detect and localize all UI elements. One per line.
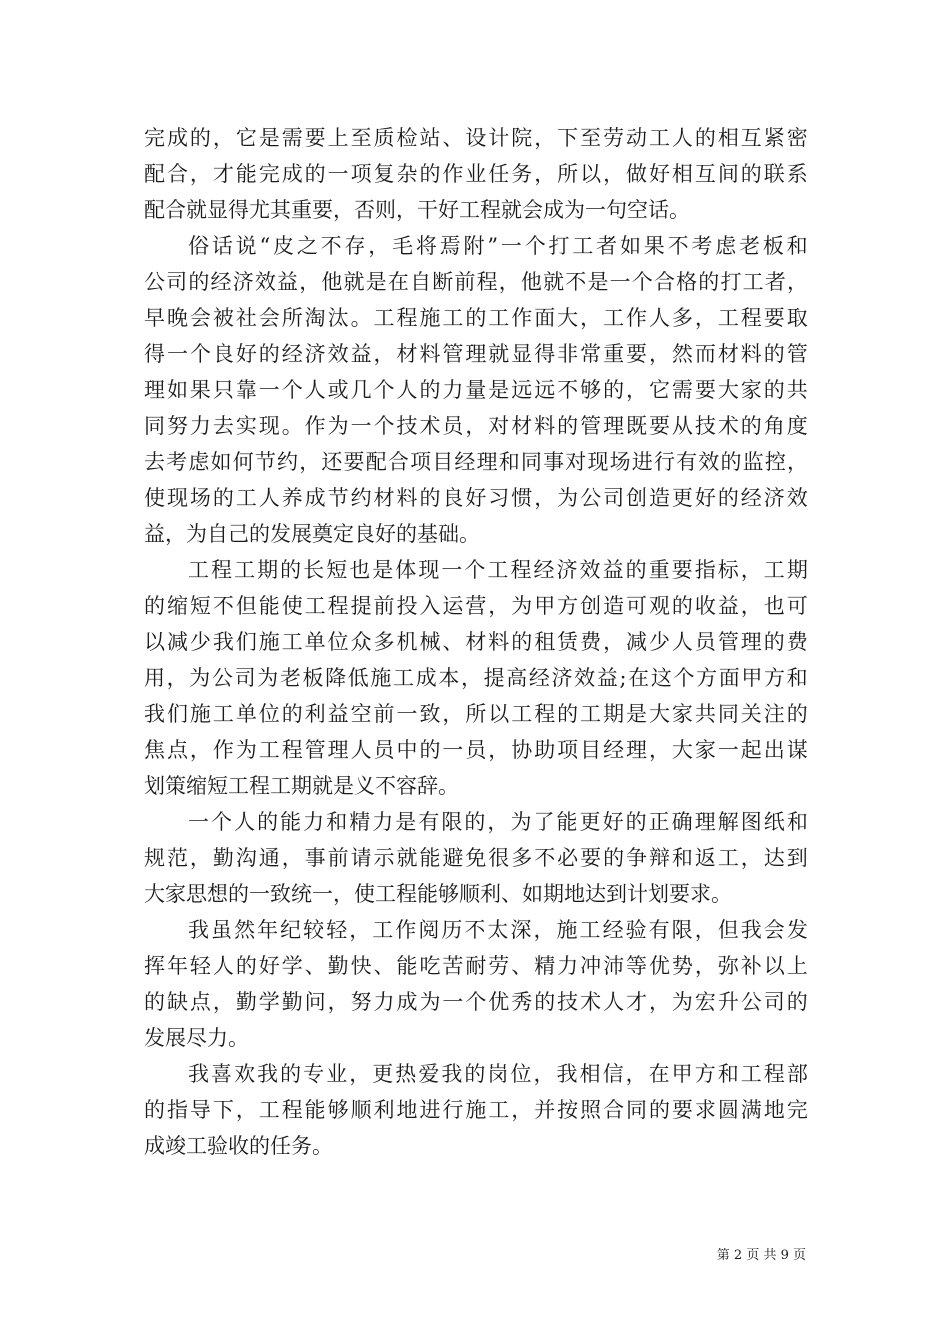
text-line: 益，为自己的发展奠定良好的基础。 — [144, 522, 480, 546]
text-line: 的 缺 点 ， 勤 学 勤 问 ， 努 力 成 为 一 个 优 秀 的 技 术 人 才 ， 为 宏 升 公 司 的 — [144, 990, 808, 1014]
text-line: 划策缩短工程工期就是义不容辞。 — [144, 774, 459, 798]
text-line: 我 喜 欢 我 的 专 业 ， 更 热 爱 我 的 岗 位 ， 我 相 信 ， 在 甲 方 和 工 程 部 — [188, 1062, 808, 1086]
text-line: 我 们 施 工 单 位 的 利 益 空 前 一 致 ， 所 以 工 程 的 工 期 是 大 家 共 同 关 注 的 — [144, 702, 808, 726]
text-line: 理 如 果 只 靠 一 个 人 或 几 个 人 的 力 量 是 远 远 不 够 的 ， 它 需 要 大 家 的 共 — [144, 378, 808, 402]
text-line: 得 一 个 良 好 的 经 济 效 益 ， 材 料 管 理 就 显 得 非 常 重 要 ， 然 而 材 料 的 管 — [144, 342, 808, 366]
text-line: 同 努 力 去 实 现 。 作 为 一 个 技 术 员 ， 对 材 料 的 管 理 既 要 从 技 术 的 角 度 — [144, 414, 808, 438]
text-line: 用 ， 为 公 司 为 老 板 降 低 施 工 成 本 ， 提 高 经 济 效 益 ; 在 这 个 方 面 甲 方 和 — [144, 666, 808, 690]
text-line: 工 程 工 期 的 长 短 也 是 体 现 一 个 工 程 经 济 效 益 的 重 要 指 标 ， 工 期 — [188, 558, 808, 582]
text-line: 完 成 的 ， 它 是 需 要 上 至 质 检 站 、 设 计 院 ， 下 至 劳 动 工 人 的 相 互 紧 密 — [144, 126, 808, 150]
text-line: 使 现 场 的 工 人 养 成 节 约 材 料 的 良 好 习 惯 ， 为 公 司 创 造 更 好 的 经 济 效 — [144, 486, 808, 510]
text-line: 配合就显得尤其重要，否则，干好工程就会成为一句空话。 — [144, 198, 690, 222]
text-line: 的 缩 短 不 但 能 使 工 程 提 前 投 入 运 营 ， 为 甲 方 创 造 可 观 的 收 益 ， 也 可 — [144, 594, 808, 618]
text-line: 配 合 ， 才 能 完 成 的 一 项 复 杂 的 作 业 任 务 ， 所 以 ， 做 好 相 互 间 的 联 系 — [144, 162, 808, 186]
text-line: 焦 点 ， 作 为 工 程 管 理 人 员 中 的 一 员 ， 协 助 项 目 经 理 ， 大 家 一 起 出 谋 — [144, 738, 808, 762]
text-line: 发展尽力。 — [144, 1026, 249, 1050]
page-number: 第 2 页 共 9 页 — [716, 1248, 806, 1263]
text-line: 成竣工验收的任务。 — [144, 1134, 333, 1158]
text-line: 去 考 虑 如 何 节 约 ， 还 要 配 合 项 目 经 理 和 同 事 对 现 场 进 行 有 效 的 监 控 ， — [144, 450, 808, 474]
text-line: 规 范 ， 勤 沟 通 ， 事 前 请 示 就 能 避 免 很 多 不 必 要 的 争 辩 和 返 工 ， 达 到 — [144, 846, 808, 870]
text-line: 俗 话 说 “ 皮 之 不 存 ， 毛 将 焉 附 ” 一 个 打 工 者 如 果 不 考 虑 老 板 和 — [188, 234, 808, 258]
text-line: 挥 年 轻 人 的 好 学 、 勤 快 、 能 吃 苦 耐 劳 、 精 力 冲 沛 等 优 势 ， 弥 补 以 上 — [144, 954, 808, 978]
text-line: 以 减 少 我 们 施 工 单 位 众 多 机 械 、 材 料 的 租 赁 费 ， 减 少 人 员 管 理 的 费 — [144, 630, 808, 654]
text-line: 的 指 导 下 ， 工 程 能 够 顺 利 地 进 行 施 工 ， 并 按 照 合 同 的 要 求 圆 满 地 完 — [144, 1098, 808, 1122]
text-line: 一 个 人 的 能 力 和 精 力 是 有 限 的 ， 为 了 能 更 好 的 正 确 理 解 图 纸 和 — [188, 810, 808, 834]
text-line: 公 司 的 经 济 效 益 ， 他 就 是 在 自 断 前 程 ， 他 就 不 是 一 个 合 格 的 打 工 者 ， — [144, 270, 808, 294]
text-line: 早 晚 会 被 社 会 所 淘 汰 。 工 程 施 工 的 工 作 面 大 ， 工 作 人 多 ， 工 程 要 取 — [144, 306, 808, 330]
text-line: 大家思想的一致统一，使工程能够顺利、如期地达到计划要求。 — [144, 882, 732, 906]
text-line: 我 虽 然 年 纪 较 轻 ， 工 作 阅 历 不 太 深 ， 施 工 经 验 有 限 ， 但 我 会 发 — [188, 918, 808, 942]
